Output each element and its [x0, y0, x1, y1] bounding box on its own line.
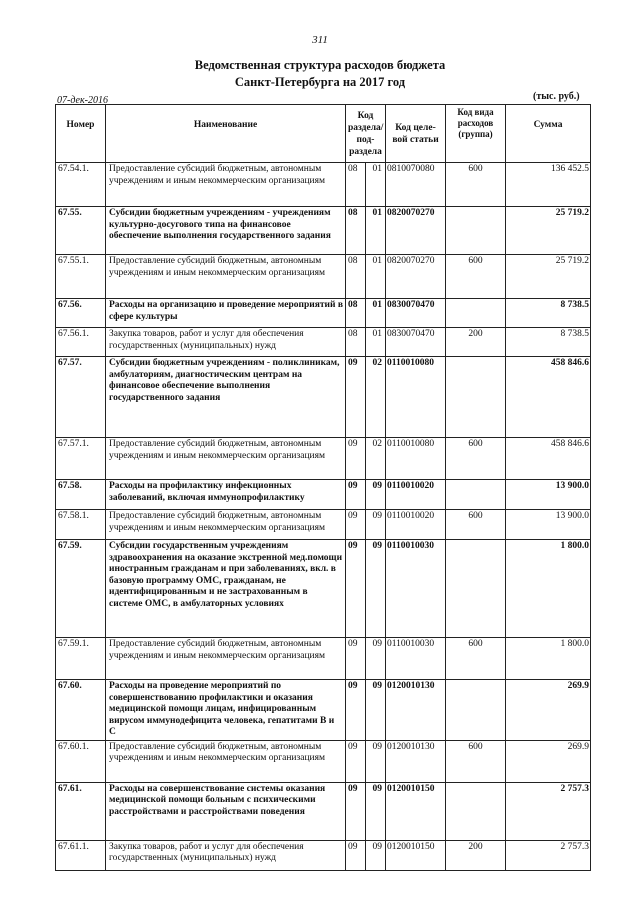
- table-row: [56, 328, 591, 357]
- row-number: 67.60.1.: [56, 740, 106, 782]
- row-kind-code: 200: [446, 328, 506, 357]
- row-sum: 13 900.0: [506, 480, 591, 510]
- table-row: [56, 840, 591, 870]
- row-number: 67.56.: [56, 299, 106, 328]
- row-section-code: 09: [346, 540, 366, 638]
- row-name: Субсидии бюджетным учреждениям - учреждениям культурно-досугового типа на финансовое обеспечение выполнения государственного задания: [106, 207, 346, 255]
- header-kind: Код вида расходов (группа): [446, 105, 506, 163]
- row-subsection-code: 09: [366, 680, 386, 741]
- row-name: Предоставление субсидий бюджетным, автономным учреждениям и иным некоммерческим организациям: [106, 638, 346, 680]
- units-label: (тыс. руб.): [533, 91, 580, 102]
- table-row: [56, 782, 591, 840]
- row-section-code: 09: [346, 357, 366, 438]
- row-sum: 1 800.0: [506, 638, 591, 680]
- row-number: 67.58.: [56, 480, 106, 510]
- header-target: Код целе- вой статьи: [386, 105, 446, 163]
- row-target-code: 0110010020: [386, 510, 446, 540]
- row-sum: 25 719.2: [506, 255, 591, 299]
- row-number: 67.61.: [56, 782, 106, 840]
- row-target-code: 0830070470: [386, 299, 446, 328]
- row-number: 67.59.: [56, 540, 106, 638]
- row-target-code: 0820070270: [386, 207, 446, 255]
- row-kind-code: 600: [446, 638, 506, 680]
- header-sum: Сумма: [506, 105, 591, 163]
- row-section-code: 09: [346, 740, 366, 782]
- row-sum: 269.9: [506, 680, 591, 741]
- row-number: 67.54.1.: [56, 163, 106, 207]
- table-row: [56, 357, 591, 438]
- row-target-code: 0110010080: [386, 438, 446, 480]
- row-kind-code: 200: [446, 840, 506, 870]
- row-section-code: 08: [346, 207, 366, 255]
- row-subsection-code: 09: [366, 638, 386, 680]
- header-section: Код раздела/ под- раздела: [346, 105, 386, 163]
- row-kind-code: [446, 299, 506, 328]
- row-section-code: 09: [346, 480, 366, 510]
- row-subsection-code: 02: [366, 438, 386, 480]
- row-name: Субсидии бюджетным учреждениям - поликлиникам, амбулаториям, диагностическим центрам на финансовое обеспечение выполнения государственного задания: [106, 357, 346, 438]
- row-target-code: 0820070270: [386, 255, 446, 299]
- title-line-2: Санкт-Петербурга на 2017 год: [234, 75, 406, 89]
- row-name: Субсидии государственным учреждениям здравоохранения на оказание экстренной мед.помощи иностранным гражданам и при заболеваниях, вкл. в базовую программу ОМС, гражданам, не идентифицированным и не застрахованным в системе ОМС, в амбулаторных условиях: [106, 540, 346, 638]
- row-target-code: 0120010130: [386, 680, 446, 741]
- row-number: 67.57.1.: [56, 438, 106, 480]
- row-subsection-code: 01: [366, 255, 386, 299]
- row-name: Предоставление субсидий бюджетным, автономным учреждениям и иным некоммерческим организациям: [106, 163, 346, 207]
- row-target-code: 0810070080: [386, 163, 446, 207]
- row-section-code: 09: [346, 638, 366, 680]
- row-section-code: 09: [346, 680, 366, 741]
- row-section-code: 09: [346, 840, 366, 870]
- row-section-code: 09: [346, 782, 366, 840]
- row-sum: 458 846.6: [506, 357, 591, 438]
- row-number: 67.58.1.: [56, 510, 106, 540]
- header-number: Номер: [56, 105, 106, 163]
- row-target-code: 0110010080: [386, 357, 446, 438]
- table-row: [56, 438, 591, 480]
- row-sum: 25 719.2: [506, 207, 591, 255]
- row-subsection-code: 09: [366, 540, 386, 638]
- document-title: [0, 57, 640, 91]
- row-sum: 136 452.5: [506, 163, 591, 207]
- row-name: Предоставление субсидий бюджетным, автономным учреждениям и иным некоммерческим организациям: [106, 255, 346, 299]
- row-number: 67.57.: [56, 357, 106, 438]
- header-name: Наименование: [106, 105, 346, 163]
- row-name: Закупка товаров, работ и услуг для обеспечения государственных (муниципальных) нужд: [106, 328, 346, 357]
- title-line-1: Ведомственная структура расходов бюджета: [194, 58, 446, 72]
- table-row: [56, 540, 591, 638]
- row-target-code: 0110010020: [386, 480, 446, 510]
- row-section-code: 08: [346, 163, 366, 207]
- row-sum: 2 757.3: [506, 840, 591, 870]
- row-subsection-code: 01: [366, 207, 386, 255]
- row-sum: 13 900.0: [506, 510, 591, 540]
- row-target-code: 0830070470: [386, 328, 446, 357]
- row-name: Расходы на профилактику инфекционных заболеваний, включая иммунопрофилактику: [106, 480, 346, 510]
- row-subsection-code: 09: [366, 480, 386, 510]
- row-subsection-code: 01: [366, 299, 386, 328]
- row-kind-code: [446, 540, 506, 638]
- row-name: Расходы на совершенствование системы оказания медицинской помощи больным с психическими расстройствами и расстройствами поведения: [106, 782, 346, 840]
- row-name: Закупка товаров, работ и услуг для обеспечения государственных (муниципальных) нужд: [106, 840, 346, 870]
- row-number: 67.60.: [56, 680, 106, 741]
- row-kind-code: [446, 357, 506, 438]
- row-section-code: 08: [346, 328, 366, 357]
- row-number: 67.55.: [56, 207, 106, 255]
- table-row: [56, 299, 591, 328]
- row-subsection-code: 02: [366, 357, 386, 438]
- row-sum: 458 846.6: [506, 438, 591, 480]
- table-row: [56, 680, 591, 741]
- row-subsection-code: 01: [366, 328, 386, 357]
- row-sum: 2 757.3: [506, 782, 591, 840]
- row-section-code: 08: [346, 255, 366, 299]
- row-sum: 8 738.5: [506, 328, 591, 357]
- row-number: 67.55.1.: [56, 255, 106, 299]
- row-target-code: 0120010150: [386, 782, 446, 840]
- row-number: 67.59.1.: [56, 638, 106, 680]
- row-kind-code: 600: [446, 740, 506, 782]
- table-row: [56, 510, 591, 540]
- table-row: [56, 255, 591, 299]
- row-target-code: 0110010030: [386, 638, 446, 680]
- row-kind-code: 600: [446, 255, 506, 299]
- row-name: Предоставление субсидий бюджетным, автономным учреждениям и иным некоммерческим организациям: [106, 510, 346, 540]
- table-row: [56, 638, 591, 680]
- budget-table: [55, 104, 591, 871]
- table-row: [56, 163, 591, 207]
- table-row: [56, 740, 591, 782]
- row-target-code: 0110010030: [386, 540, 446, 638]
- row-section-code: 08: [346, 299, 366, 328]
- row-target-code: 0120010150: [386, 840, 446, 870]
- row-subsection-code: 09: [366, 840, 386, 870]
- row-kind-code: 600: [446, 510, 506, 540]
- row-number: 67.61.1.: [56, 840, 106, 870]
- row-kind-code: 600: [446, 163, 506, 207]
- row-subsection-code: 09: [366, 740, 386, 782]
- row-section-code: 09: [346, 510, 366, 540]
- row-subsection-code: 01: [366, 163, 386, 207]
- table-header-row: [56, 105, 591, 163]
- row-kind-code: 600: [446, 438, 506, 480]
- row-name: Расходы на проведение мероприятий по совершенствованию профилактики и оказания медицинской помощи лицам, инфицированным вирусом иммунодефицита человека, гепатитами В и С: [106, 680, 346, 741]
- row-subsection-code: 09: [366, 510, 386, 540]
- row-section-code: 09: [346, 438, 366, 480]
- table-body: [56, 163, 591, 871]
- row-sum: 1 800.0: [506, 540, 591, 638]
- row-name: Предоставление субсидий бюджетным, автономным учреждениям и иным некоммерческим организациям: [106, 740, 346, 782]
- row-name: Предоставление субсидий бюджетным, автономным учреждениям и иным некоммерческим организациям: [106, 438, 346, 480]
- row-kind-code: [446, 782, 506, 840]
- document-date: 07-дек-2016: [57, 95, 108, 106]
- row-sum: 8 738.5: [506, 299, 591, 328]
- page-number: 311: [312, 34, 328, 46]
- row-subsection-code: 09: [366, 782, 386, 840]
- row-target-code: 0120010130: [386, 740, 446, 782]
- table-row: [56, 207, 591, 255]
- row-name: Расходы на организацию и проведение мероприятий в сфере культуры: [106, 299, 346, 328]
- row-number: 67.56.1.: [56, 328, 106, 357]
- row-kind-code: [446, 480, 506, 510]
- row-kind-code: [446, 207, 506, 255]
- row-sum: 269.9: [506, 740, 591, 782]
- table-row: [56, 480, 591, 510]
- row-kind-code: [446, 680, 506, 741]
